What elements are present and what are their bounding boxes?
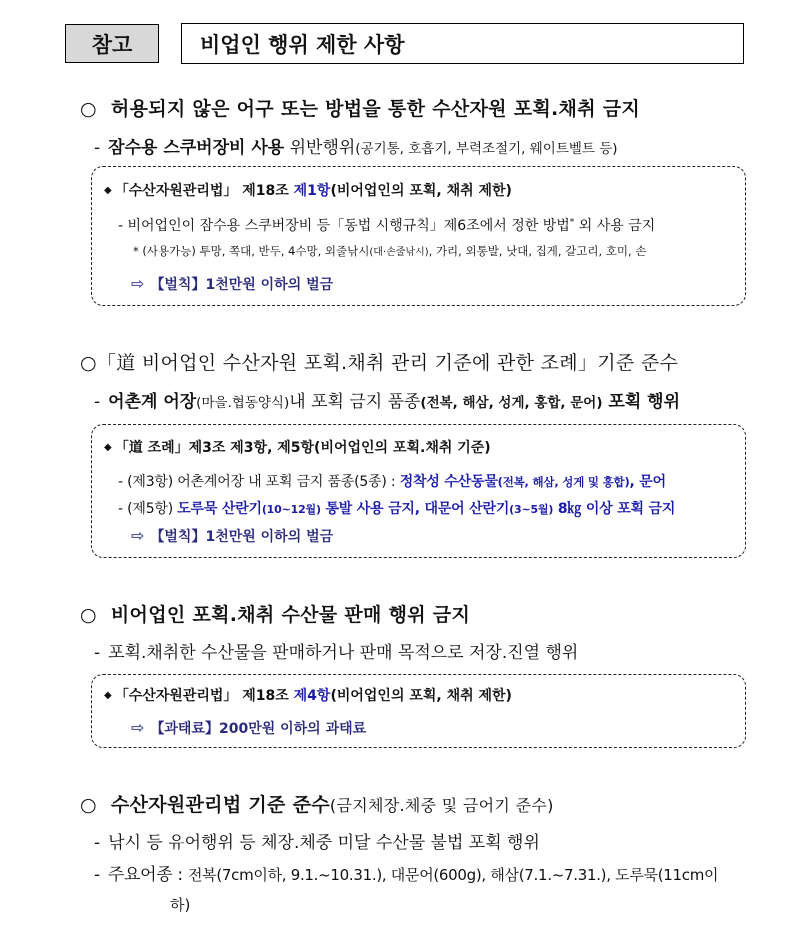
bullet-circle-icon: ○ [80,98,97,120]
section-4-sub-2: - 주요어종 : 전복(7cm이하, 9.1.~10.31.), 대문어(600g), 해삼(7.1.~7.31.), 도루묵(11cm이 [94,865,719,885]
diamond-bullet-icon: ◆ [104,185,112,196]
section-1-penalty: ⇨ 【벌칙】1천만원 이하의 벌금 [131,274,334,293]
section-1-note: * (사용가능) 투망, 쪽대, 반두, 4수망, 외줄낚시(대·손줄낚시), 가리, 외통발, 낫대, 집게, 갈고리, 호미, 손 [133,244,647,258]
page-title-text: 비업인 행위 제한 사항 [200,32,405,57]
diamond-bullet-icon: ◆ [104,442,112,453]
section-1-law-title: ◆ 「수산자원관리법」 제18조 제1항(비어업인의 포획, 채취 제한) [104,183,512,199]
arrow-icon: ⇨ [131,718,145,737]
section-1-sub: - 잠수용 스쿠버장비 사용 위반행위(공기통, 호흡기, 부력조절기, 웨이트벨트 등) [94,138,618,158]
section-3-law-title: ◆ 「수산자원관리법」 제18조 제4항(비어업인의 포획, 채취 제한) [104,688,512,704]
bullet-circle-icon: ○ [80,604,97,626]
section-4-heading: ○ 수산자원관리법 기준 준수(금지체장.체중 및 금어기 준수) [80,794,554,816]
bullet-circle-icon: ○ [80,794,97,816]
page-title [181,23,744,64]
arrow-icon: ⇨ [131,526,145,545]
section-2-law-title: ◆ 「道 조례」제3조 제3항, 제5항(비어업인의 포획.채취 기준) [104,440,491,456]
section-2-line-1: - (제3항) 어촌계어장 내 포획 금지 품종(5종) : 정착성 수산동물(전복, 해삼, 성게 및 홍합), 문어 [118,474,666,490]
section-4-sub-1: - 낚시 등 유어행위 등 체장.체중 미달 수산물 불법 포획 행위 [94,833,540,853]
section-1-heading: ○ 허용되지 않은 어구 또는 방법을 통한 수산자원 포획.채취 금지 [80,98,641,120]
diamond-bullet-icon: ◆ [104,690,112,701]
section-4-sub-2-cont: 하) [170,896,191,914]
bullet-circle-icon: ○ [80,352,97,374]
section-2-line-2: - (제5항) 도루묵 산란기(10~12월) 통발 사용 금지, 대문어 산란기(3~5월) 8㎏ 이상 포획 금지 [118,501,676,517]
section-2-sub: - 어촌계 어장(마을.협동양식)내 포획 금지 품종(전복, 해삼, 성게, 홍합, 문어) 포획 행위 [94,392,681,412]
arrow-icon: ⇨ [131,274,145,293]
section-1-law-line: - 비어업인이 잠수용 스쿠버장비 등「동법 시행규칙」제6조에서 정한 방법* 외 사용 금지 [118,217,656,234]
reference-tag: 참고 [65,24,159,63]
section-2-penalty: ⇨ 【벌칙】1천만원 이하의 벌금 [131,526,334,545]
section-3-heading: ○ 비어업인 포획.채취 수산물 판매 행위 금지 [80,604,471,626]
section-3-penalty: ⇨ 【과태료】200만원 이하의 과태료 [131,718,367,737]
section-3-sub: - 포획.채취한 수산물을 판매하거나 판매 목적으로 저장.진열 행위 [94,643,579,663]
section-2-heading: ○「道 비어업인 수산자원 포획.채취 관리 기준에 관한 조례」기준 준수 [80,352,679,374]
